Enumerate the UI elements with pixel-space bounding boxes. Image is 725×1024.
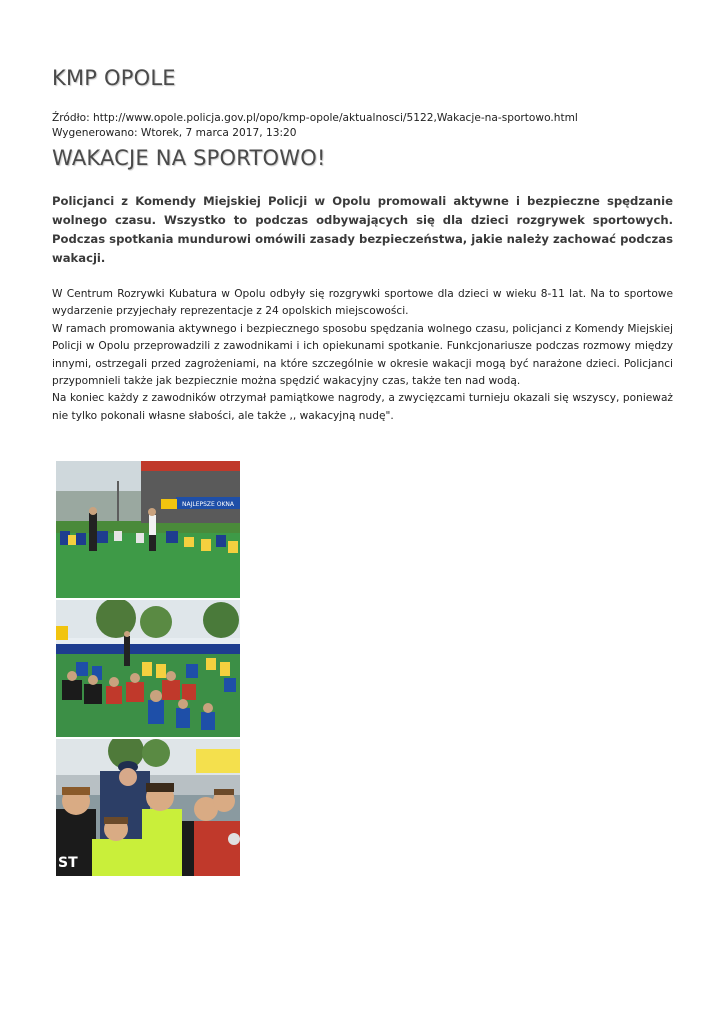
photo-1-image <box>56 461 240 598</box>
svg-text:ST: ST <box>58 855 78 871</box>
document-meta <box>52 111 673 141</box>
banner-text: NAJLEPSZE OKNA <box>182 501 234 508</box>
photo-officer-with-kids <box>56 739 240 876</box>
article-body <box>52 286 673 425</box>
generated-line: Wygenerowano: Wtorek, 7 marca 2017, 13:20 <box>52 127 297 139</box>
photo-teams-sitting <box>56 600 240 737</box>
document-page <box>52 66 673 425</box>
article-paragraph: Na koniec każdy z zawodników otrzymał pamiątkowe nagrody, a zwycięzcami turnieju okazali się wszyscy, ponieważ nie tylko pokonali własne słabości, ale także ,, wakacyjną nudę". <box>52 392 673 422</box>
article-paragraph: W Centrum Rozrywki Kubatura w Opolu odbyły się rozgrywki sportowe dla dzieci w wieku 8-11 lat. Na to sportowe wydarzenie przyjechały reprezentacje z 24 opolskich miejscowości. <box>52 288 673 318</box>
source-line: Źródło: http://www.opole.policja.gov.pl/opo/kmp-opole/aktualnosci/5122,Wakacje-na-sportowo.html <box>52 112 578 124</box>
photo-2-image <box>56 600 240 737</box>
article-paragraph: W ramach promowania aktywnego i bezpiecznego sposobu spędzania wolnego czasu, policjanci z Komendy Miejskiej Policji w Opolu przeprowadzili z zawodnikami i ich opiekunami spotkanie. Funkcjonariusze podczas rozmowy między innymi, ostrzegali przed zagrożeniami, na które szczególnie w okresie wakacji mogą być narażone dzieci. Policjanci przypomnieli także jak bezpiecznie można spędzić wakacyjny czas, także ten nad wodą. <box>52 322 673 388</box>
article-title: WAKACJE NA SPORTOWO! <box>52 146 326 170</box>
site-title: KMP OPOLE <box>52 66 176 90</box>
photo-kids-on-field <box>56 461 240 598</box>
photo-gallery <box>56 461 240 878</box>
article-lead: Policjanci z Komendy Miejskiej Policji w Opolu promowali aktywne i bezpieczne spędzanie wolnego czasu. Wszystko to podczas odbywających się dla dzieci rozgrywek sportowych. Podczas spotkania mundurowi omówili zasady bezpieczeństwa, jakie należy zachować podczas wakacji. <box>52 194 673 265</box>
photo-3-image <box>56 739 240 876</box>
